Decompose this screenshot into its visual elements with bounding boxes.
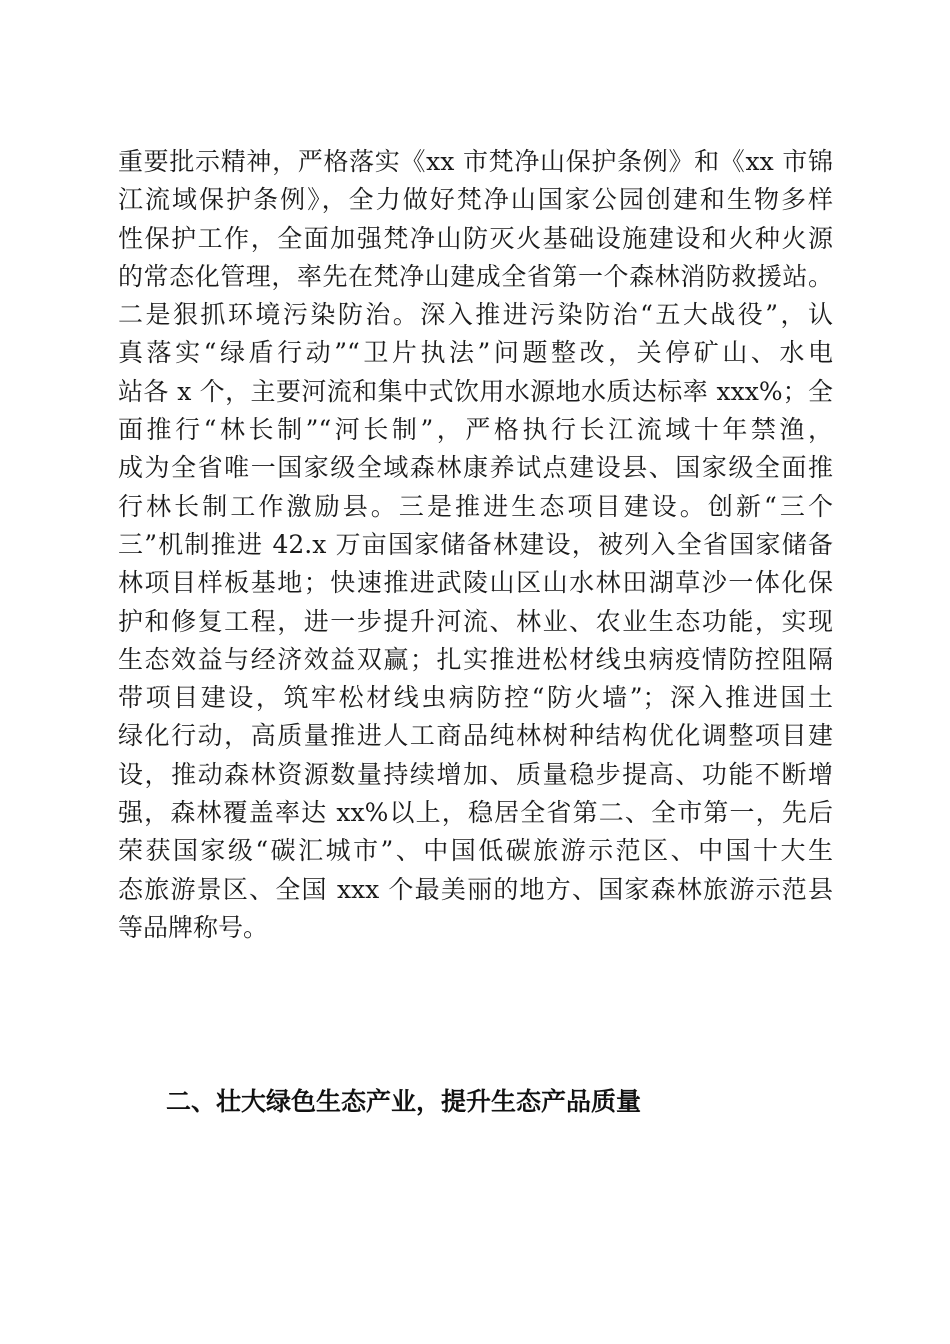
paragraph-line: 态旅游景区、全国 xxx 个最美丽的地方、国家森林旅游示范县: [118, 874, 833, 904]
paragraph-line: 林项目样板基地；快速推进武陵山区山水林田湖草沙一体化保: [118, 568, 833, 598]
paragraph-line: 成为全省唯一国家级全域森林康养试点建设县、国家级全面推: [118, 453, 833, 483]
paragraph-line: 行林长制工作激励县。三是推进生态项目建设。创新“三个: [118, 491, 833, 521]
paragraph-line: 重要批示精神，严格落实《xx 市梵净山保护条例》和《xx 市锦: [118, 147, 833, 176]
paragraph-line: 荣获国家级“碳汇城市”、中国低碳旅游示范区、中国十大生: [118, 836, 833, 866]
paragraph-line: 真落实“绿盾行动”“卫片执法”问题整改，关停矿山、水电: [118, 338, 833, 368]
paragraph-line: 生态效益与经济效益双赢；扎实推进松材线虫病疫情防控阻隔: [118, 644, 833, 674]
paragraph-line: 护和修复工程，进一步提升河流、林业、农业生态功能，实现: [118, 606, 833, 636]
paragraph-line: 等品牌称号。: [118, 912, 269, 942]
paragraph-line: 站各 x 个，主要河流和集中式饮用水源地水质达标率 xxx%；全: [118, 376, 833, 406]
paragraph-line: 江流域保护条例》，全力做好梵净山国家公园创建和生物多样: [118, 185, 833, 215]
paragraph-line: 的常态化管理，率先在梵净山建成全省第一个森林消防救援站。: [118, 261, 833, 291]
section-heading: 二、壮大绿色生态产业，提升生态产品质量: [166, 1087, 642, 1116]
paragraph-line: 面推行“林长制”“河长制”，严格执行长江流域十年禁渔，: [118, 415, 833, 445]
body-paragraph: [118, 143, 833, 947]
paragraph-line: 绿化行动，高质量推进人工商品纯林树种结构优化调整项目建: [118, 721, 833, 751]
paragraph-line: 三”机制推进 42.x 万亩国家储备林建设，被列入全省国家储备: [118, 529, 833, 559]
paragraph-line: 带项目建设，筑牢松材线虫病防控“防火墙”；深入推进国土: [118, 683, 833, 713]
paragraph-line: 强，森林覆盖率达 xx%以上，稳居全省第二、全市第一，先后: [118, 798, 833, 828]
paragraph-line: 设，推动森林资源数量持续增加、质量稳步提高、功能不断增: [118, 759, 833, 789]
paragraph-line: 性保护工作，全面加强梵净山防灭火基础设施建设和火种火源: [118, 223, 833, 253]
paragraph-line: 二是狠抓环境污染防治。深入推进污染防治“五大战役”，认: [118, 300, 833, 330]
